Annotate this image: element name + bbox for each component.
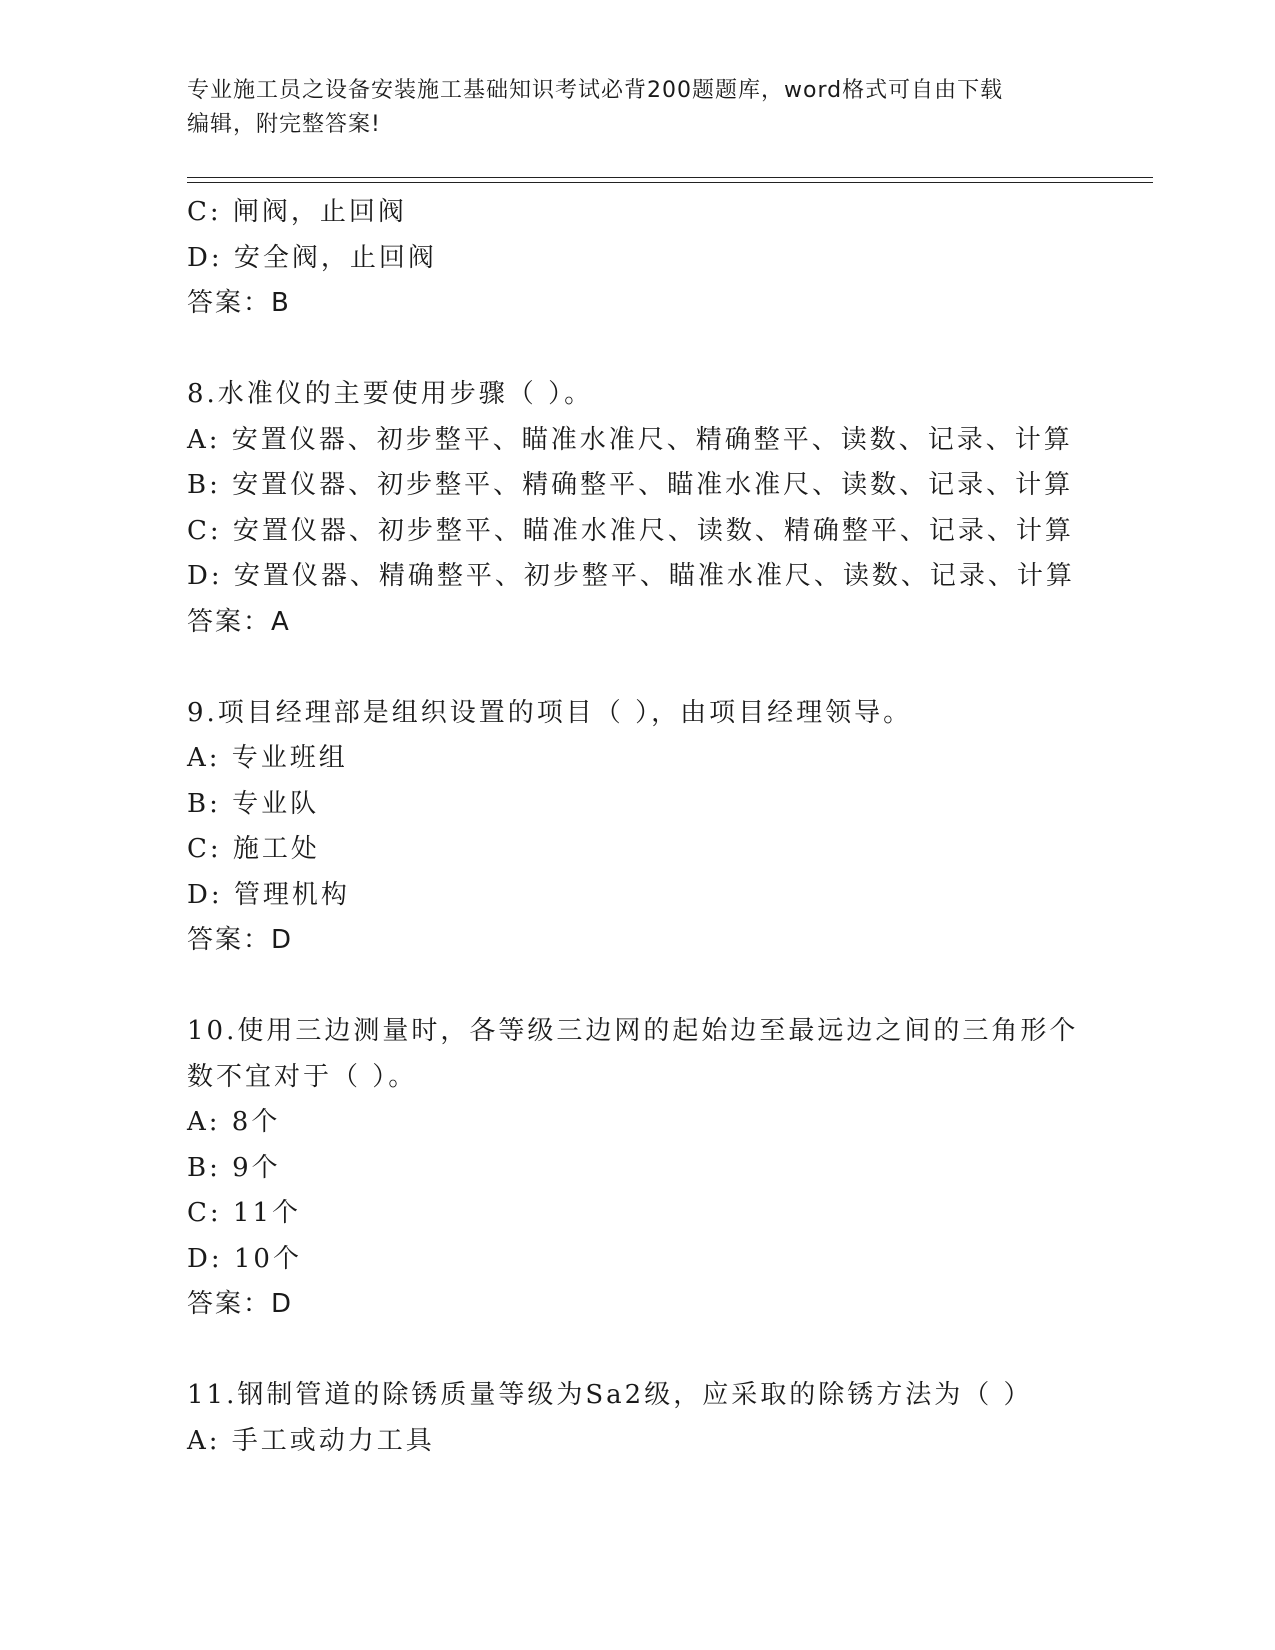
option-b: B: 安置仪器、初步整平、精确整平、瞄准水准尺、读数、记录、计算 [187, 470, 1074, 500]
question-stem-line-2: 数不宜对于（ ）。 [187, 1061, 418, 1092]
answer-line: 答案：D [187, 925, 294, 955]
answer-line: 答案：D [187, 1289, 294, 1319]
answer-line: 答案：A [187, 606, 291, 637]
option-d: D: 管理机构 [187, 879, 350, 910]
question-8 [187, 372, 1147, 645]
header-divider-bottom [187, 182, 1153, 183]
option-d: D: 安全阀，止回阀 [187, 242, 437, 273]
question-spacer [187, 1328, 1147, 1374]
option-a: A: 手工或动力工具 [187, 1425, 435, 1456]
question-spacer [187, 964, 1147, 1010]
question-list [187, 190, 1147, 1464]
question-stem-line-1: 10.使用三边测量时，各等级三边网的起始边至最远边之间的三角形个 [187, 1016, 1079, 1046]
option-c: C: 施工处 [187, 834, 320, 864]
option-c: C: 安置仪器、初步整平、瞄准水准尺、读数、精确整平、记录、计算 [187, 515, 1074, 546]
header-title-line-2: 编辑，附完整答案! [187, 112, 381, 137]
question-11 [187, 1373, 1147, 1464]
question-spacer [187, 327, 1147, 373]
header-divider-top [187, 177, 1153, 178]
option-a: A: 8个 [187, 1107, 281, 1137]
header-title-line-1: 专业施工员之设备安装施工基础知识考试必背200题题库，word格式可自由下载 [187, 78, 1004, 103]
document-header [187, 74, 1067, 142]
option-b: B: 专业队 [187, 788, 320, 819]
question-stem: 11.钢制管道的除锈质量等级为Sa2级，应采取的除锈方法为（ ） [187, 1380, 1033, 1410]
option-c: C: 11个 [187, 1198, 302, 1228]
question-stem: 8.水准仪的主要使用步骤（ ）。 [187, 379, 594, 409]
option-b: B: 9个 [187, 1152, 281, 1183]
question-7-tail [187, 190, 1147, 327]
question-10 [187, 1009, 1147, 1328]
option-c: C: 闸阀，止回阀 [187, 197, 407, 227]
option-a: A: 安置仪器、初步整平、瞄准水准尺、精确整平、读数、记录、计算 [187, 424, 1073, 455]
option-d: D: 10个 [187, 1243, 302, 1274]
question-spacer [187, 645, 1147, 691]
question-9 [187, 691, 1147, 964]
answer-line: 答案：B [187, 288, 291, 318]
question-stem: 9.项目经理部是组织设置的项目（ ），由项目经理领导。 [187, 697, 913, 728]
option-a: A: 专业班组 [187, 743, 348, 773]
option-d: D: 安置仪器、精确整平、初步整平、瞄准水准尺、读数、记录、计算 [187, 561, 1075, 591]
